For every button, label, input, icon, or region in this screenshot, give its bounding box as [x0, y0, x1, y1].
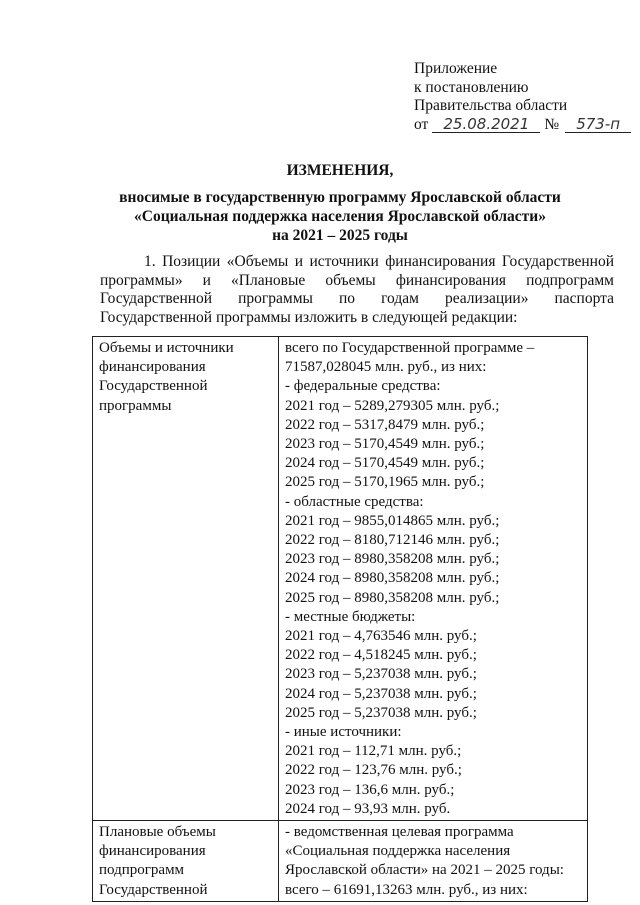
cell-line: - федеральные средства: — [285, 378, 441, 395]
cell-line: 2022 год – 4,518245 млн. руб.; — [285, 647, 477, 664]
cell-line: подпрограмм — [99, 862, 185, 879]
cell-line: - областные средства: — [285, 493, 424, 510]
cell-line: - иные источники: — [285, 724, 402, 741]
cell-line: 2022 год – 123,76 млн. руб.; — [285, 762, 462, 779]
cell-line: 2023 год – 5,237038 млн. руб.; — [285, 666, 477, 683]
cell-line: - ведомственная целевая программа — [285, 824, 514, 841]
cell-line: всего – 61691,13263 млн. руб., из них: — [285, 881, 528, 898]
annex-date-number-line — [414, 116, 631, 135]
cell-line: 2021 год – 112,71 млн. руб.; — [285, 743, 462, 760]
title-heading: ИЗМЕНЕНИЯ, — [286, 162, 394, 179]
annex-line-1: Приложение — [414, 60, 498, 77]
annex-line-3: Правительства области — [414, 97, 568, 114]
annex-line-2: к постановлению — [414, 78, 529, 96]
cell-line: 2023 год – 5170,4549 млн. руб.; — [285, 436, 485, 453]
cell-line: «Социальная поддержка населения — [285, 843, 511, 860]
cell-line: финансирования — [99, 359, 206, 376]
document-title — [60, 161, 620, 245]
cell-line: 2023 год – 8980,358208 млн. руб.; — [285, 551, 500, 568]
cell-line: Государственной — [99, 881, 208, 898]
cell-line: 2024 год – 8980,358208 млн. руб.; — [285, 570, 500, 587]
row2-right-cell — [279, 821, 588, 902]
cell-line: 2021 год – 9855,014865 млн. руб.; — [285, 512, 500, 529]
intro-paragraph: 1. Позиции «Объемы и источники финансирования Государственной программы» и «Плановые объемы финансирования подпрограмм Государственной программы по годам реализации» паспорта Государственной программы изложить в следующей редакции: — [100, 253, 614, 327]
cell-line: 2021 год – 5289,279305 млн. руб.; — [285, 397, 500, 414]
cell-line: 2023 год – 136,6 млн. руб.; — [285, 781, 455, 798]
cell-line: 2025 год – 5,237038 млн. руб.; — [285, 704, 477, 721]
cell-line: 2025 год – 5170,1965 млн. руб.; — [285, 474, 485, 491]
cell-line: - местные бюджеты: — [285, 608, 416, 625]
title-line-2: вносимые в государственную программу Ярославской области — [119, 189, 561, 206]
handwritten-number: 573-п — [565, 116, 631, 133]
cell-line: 2024 год – 5170,4549 млн. руб.; — [285, 455, 485, 472]
program-table — [92, 336, 588, 902]
cell-line: программы — [99, 397, 172, 414]
row2-left-cell — [93, 821, 279, 902]
table-row — [93, 337, 588, 821]
title-line-3: «Социальная поддержка населения Ярославской области» — [134, 208, 546, 225]
cell-line: 2022 год – 5317,8479 млн. руб.; — [285, 416, 485, 433]
cell-line: 2021 год – 4,763546 млн. руб.; — [285, 628, 477, 645]
cell-line: 2024 год – 93,93 млн. руб. — [285, 800, 451, 817]
number-label: № — [544, 115, 560, 133]
annex-block — [414, 60, 631, 134]
cell-line: 2025 год – 8980,358208 млн. руб.; — [285, 589, 500, 606]
cell-line: финансирования — [99, 843, 206, 860]
cell-line: всего по Государственной программе – — [285, 340, 535, 356]
cell-line: 2024 год – 5,237038 млн. руб.; — [285, 685, 477, 702]
cell-line: Плановые объемы — [99, 824, 216, 841]
cell-line: 71587,028045 млн. руб., из них: — [285, 359, 487, 376]
title-line-4: на 2021 – 2025 годы — [272, 227, 408, 244]
from-label: от — [414, 115, 429, 133]
table-row — [93, 821, 588, 902]
cell-line: Ярославской области» на 2021 – 2025 годы: — [285, 862, 564, 879]
row1-left-cell — [93, 337, 279, 821]
cell-line: Объемы и источники — [99, 340, 234, 356]
cell-line: 2022 год – 8180,712146 млн. руб.; — [285, 532, 500, 549]
row1-right-cell — [279, 337, 588, 821]
cell-line: Государственной — [99, 378, 208, 395]
handwritten-date: 25.08.2021 — [432, 116, 540, 133]
